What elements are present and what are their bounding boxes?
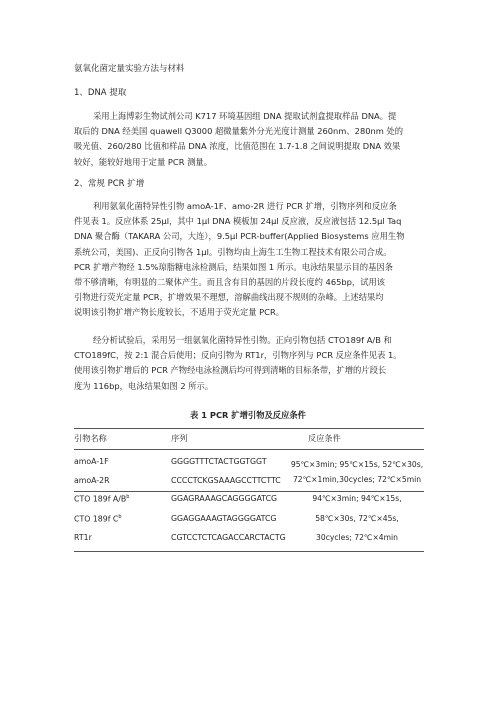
paragraph-line: 采用上海博彩生物试剂公司 K717 环境基因组 DNA 提取试剂盒提取样品 DNA。提 <box>93 111 397 121</box>
table-cell-sequence: GGAGGAAAGTAGGGGATCG <box>171 514 277 523</box>
header-primer-name: 引物名称 <box>74 433 107 443</box>
section-2-paragraph-2 <box>74 333 424 394</box>
paragraph-line: 利用氨氧化菌特异性引物 amoA-1F、amo-2R 进行 PCR 扩增，引物序列和反应条 <box>93 201 397 211</box>
section-2-heading: 2、常规 PCR 扩增 <box>74 179 145 189</box>
footnote-mark: b <box>126 494 130 500</box>
section-1-paragraph <box>74 109 424 170</box>
paragraph-line: 取后的 DNA 经美国 quawell Q3000 超微量紫外分光光度计测量 260nm、280nm 处的 <box>74 126 404 137</box>
paragraph-line: 说明该引物扩增产物长度较长，不适用于荧光定量 PCR。 <box>74 307 285 318</box>
table-cell-sequence: CGTCCTCTCAGACCARCTACTG <box>171 533 286 542</box>
paragraph-line: 系统公司，美国)、正反向引物各 1μl。引物均由上海生工生物工程技术有限公司合成。 <box>74 246 392 257</box>
primer-name-text: CTO 189f C <box>74 514 119 524</box>
table-title: 表 1 PCR 扩增引物及反应条件 <box>190 410 306 420</box>
primer-name-text: CTO 189f A/B <box>74 494 127 504</box>
paragraph-line: PCR 扩增产物经 1.5%琼脂糖电泳检测后，结果如图 1 所示。电泳结果显示目的基因条 <box>74 261 393 272</box>
header-reaction-conditions: 反应条件 <box>308 433 341 443</box>
table-cell-name: amoA-2R <box>74 476 110 485</box>
table-cell-condition: 72℃×1min,30cycles; 72℃×5min <box>292 475 422 484</box>
table-cell-name: RT1r <box>74 533 92 542</box>
table-cell-condition: 95℃×3min; 95℃×15s, 52℃×30s, <box>290 460 424 469</box>
doc-title: 氨氧化菌定量实验方法与材料 <box>74 64 185 74</box>
paragraph-line: 较好，能较好地用于定量 PCR 测量。 <box>74 156 212 167</box>
table-header-rule <box>74 449 424 450</box>
paragraph-line: DNA 聚合酶（TAKARA 公司，大连），9.5μl PCR-buffer(Applied Biosystems 应用生物 <box>74 231 405 242</box>
table-cell-sequence: GGAGRAAAGCAGGGGATCG <box>171 494 278 503</box>
table-cell-sequence: GGGGTTTCTACTGGTGGT <box>171 457 267 466</box>
table-cell-name <box>74 494 129 504</box>
section-1-heading: 1、DNA 提取 <box>74 88 127 98</box>
paragraph-line: 带不够清晰，有明显的二聚体产生。而且含有目的基因的片段长度约 465bp，试用该 <box>74 277 386 288</box>
paragraph-line: 引物进行荧光定量 PCR，扩增效果不理想，溶解曲线出现不规则的杂峰。上述结果均 <box>74 292 384 303</box>
paragraph-line: 度为 116bp，电泳结果如图 2 所示。 <box>74 380 214 391</box>
paragraph-line: 件见表 1。反应体系 25μl，其中 1μl DNA 模板加 24μl 反应液，反应液包括 12.5μl Taq <box>74 216 402 227</box>
table-bottom-rule <box>74 551 424 552</box>
table-cell-condition: 94℃×3min; 94℃×15s, <box>312 494 402 503</box>
paragraph-line: 使用该引物扩增后的 PCR 产物经电泳检测后均可得到清晰的目标条带，扩增的片段长 <box>74 365 387 376</box>
table-cell-name: amoA-1F <box>74 457 109 466</box>
table-cell-sequence: CCCCTCKGSAAAGCCTTCTTC <box>171 476 281 485</box>
table-group-rule <box>74 491 424 492</box>
paragraph-line: 吸光值、260/280 比值和样品 DNA 浓度，比值范围在 1.7-1.8 之间说明提取 DNA 效果 <box>74 141 401 152</box>
table-cell-name <box>74 514 122 524</box>
table-top-rule <box>74 428 424 429</box>
footnote-mark: b <box>118 514 122 520</box>
paragraph-line: CTO189fC，按 2:1 混合后使用；反向引物为 RT1r，引物序列与 PCR 反应条件见表 1。 <box>74 350 402 361</box>
header-sequence: 序列 <box>171 433 188 443</box>
paragraph-line: 经分析试验后，采用另一组氨氧化菌特异性引物。正向引物包括 CTO189f A/B 和 <box>93 335 392 345</box>
section-2-paragraph-1 <box>74 199 424 321</box>
table-cell-condition: 30cycles; 72℃×4min <box>316 533 398 542</box>
table-cell-condition: 58℃×30s, 72℃×45s, <box>315 514 399 523</box>
